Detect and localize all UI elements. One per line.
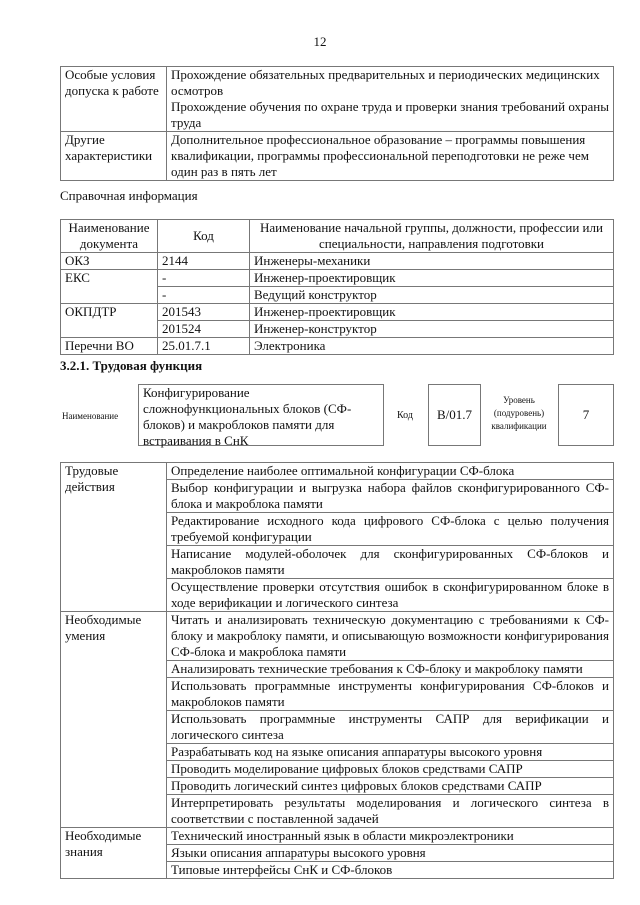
code-label: Код (397, 410, 413, 421)
function-heading: 3.2.1. Трудовая функция (60, 358, 203, 373)
list-item: Разрабатывать код на языке описания аппаратуры высокого уровня (167, 744, 614, 761)
function-table (60, 462, 614, 879)
list-item: Технический иностранный язык в области микроэлектроники (167, 828, 614, 845)
name-cell: Инженер-проектировщик (250, 270, 614, 287)
conditions-table (60, 66, 614, 181)
list-item: Интерпретировать результаты моделирования и логического синтеза в соответствии с поставленной задачей (167, 795, 614, 828)
table-row (61, 132, 614, 181)
table-row (61, 253, 614, 270)
list-item: Редактирование исходного кода цифрового СФ-блока с целью получения требуемой конфигурации (167, 513, 614, 546)
list-item: Анализировать технические требования к СФ-блоку и макроблоку памяти (167, 661, 614, 678)
name-label: Наименование (62, 411, 119, 421)
header-name: Наименование начальной группы, должности, профессии или специальности, направления подготовки (250, 220, 614, 253)
code-cell: - (158, 287, 250, 304)
name-cell: Электроника (250, 338, 614, 355)
list-item: Типовые интерфейсы СнК и СФ-блоков (167, 862, 614, 879)
code-cell: 201524 (158, 321, 250, 338)
row-label: Необходимые умения (61, 612, 167, 828)
list-item: Читать и анализировать техническую документацию с требованиями к СФ-блоку и макроблоку памяти, и описывающую возможности конфигурирования СФ-блока и макроблока памяти (167, 612, 614, 661)
table-row (61, 828, 614, 845)
table-row (61, 612, 614, 661)
page-number: 12 (313, 34, 327, 49)
list-item: Проводить логический синтез цифровых блоков средствами САПР (167, 778, 614, 795)
header-doc: Наименование документа (61, 220, 158, 253)
table-row (61, 67, 614, 132)
list-item: Написание модулей-оболочек для сконфигурированных СФ-блоков и макроблоков памяти (167, 546, 614, 579)
name-cell: Ведущий конструктор (250, 287, 614, 304)
reference-table (60, 219, 614, 355)
name-cell: Инженер-проектировщик (250, 304, 614, 321)
name-cell: Инженер-конструктор (250, 321, 614, 338)
doc-cell: ОКПДТР (61, 304, 158, 338)
code-cell: 2144 (158, 253, 250, 270)
list-item: Осуществление проверки отсутствия ошибок в сконфигурированном блоке в ходе верификации и логического синтеза (167, 579, 614, 612)
cell-text: Дополнительное профессиональное образование – программы повышения квалификации, программы профессиональной переподготовки не реже чем один раз в пять лет (167, 132, 614, 181)
code-value: B/01.7 (428, 384, 481, 446)
row-label: Другие характеристики (61, 132, 167, 181)
list-item: Выбор конфигурации и выгрузка набора файлов сконфигурированного СФ-блока и макроблока памяти (167, 480, 614, 513)
row-label: Необходимые знания (61, 828, 167, 879)
cell-line: Прохождение обучения по охране труда и проверки знания требований охраны труда (171, 99, 609, 130)
doc-cell: ОКЗ (61, 253, 158, 270)
table-row (61, 463, 614, 480)
code-cell: - (158, 270, 250, 287)
name-cell: Инженеры-механики (250, 253, 614, 270)
table-header (61, 220, 614, 253)
row-label: Особые условия допуска к работе (61, 67, 167, 132)
code-cell: 25.01.7.1 (158, 338, 250, 355)
doc-cell: ЕКС (61, 270, 158, 304)
cell-line: Прохождение обязательных предварительных и периодических медицинских осмотров (171, 67, 600, 98)
level-value: 7 (558, 384, 614, 446)
list-item: Определение наиболее оптимальной конфигурации СФ-блока (167, 463, 614, 480)
list-item: Проводить моделирование цифровых блоков средствами САПР (167, 761, 614, 778)
list-item: Использовать программные инструменты САПР для верификации и логического синтеза (167, 711, 614, 744)
table-row (61, 270, 614, 287)
doc-cell: Перечни ВО (61, 338, 158, 355)
table-row (61, 304, 614, 321)
reference-title: Справочная информация (60, 188, 198, 203)
list-item: Использовать программные инструменты конфигурирования СФ-блоков и макроблоков памяти (167, 678, 614, 711)
name-value: Конфигурирование сложнофункциональных блоков (СФ-блоков) и макроблоков памяти для встраивания в СнК (138, 384, 384, 446)
list-item: Языки описания аппаратуры высокого уровня (167, 845, 614, 862)
header-code: Код (158, 220, 250, 253)
row-label: Трудовые действия (61, 463, 167, 612)
table-row (61, 338, 614, 355)
code-cell: 201543 (158, 304, 250, 321)
level-label: Уровень (подуровень) квалификации (491, 395, 547, 431)
